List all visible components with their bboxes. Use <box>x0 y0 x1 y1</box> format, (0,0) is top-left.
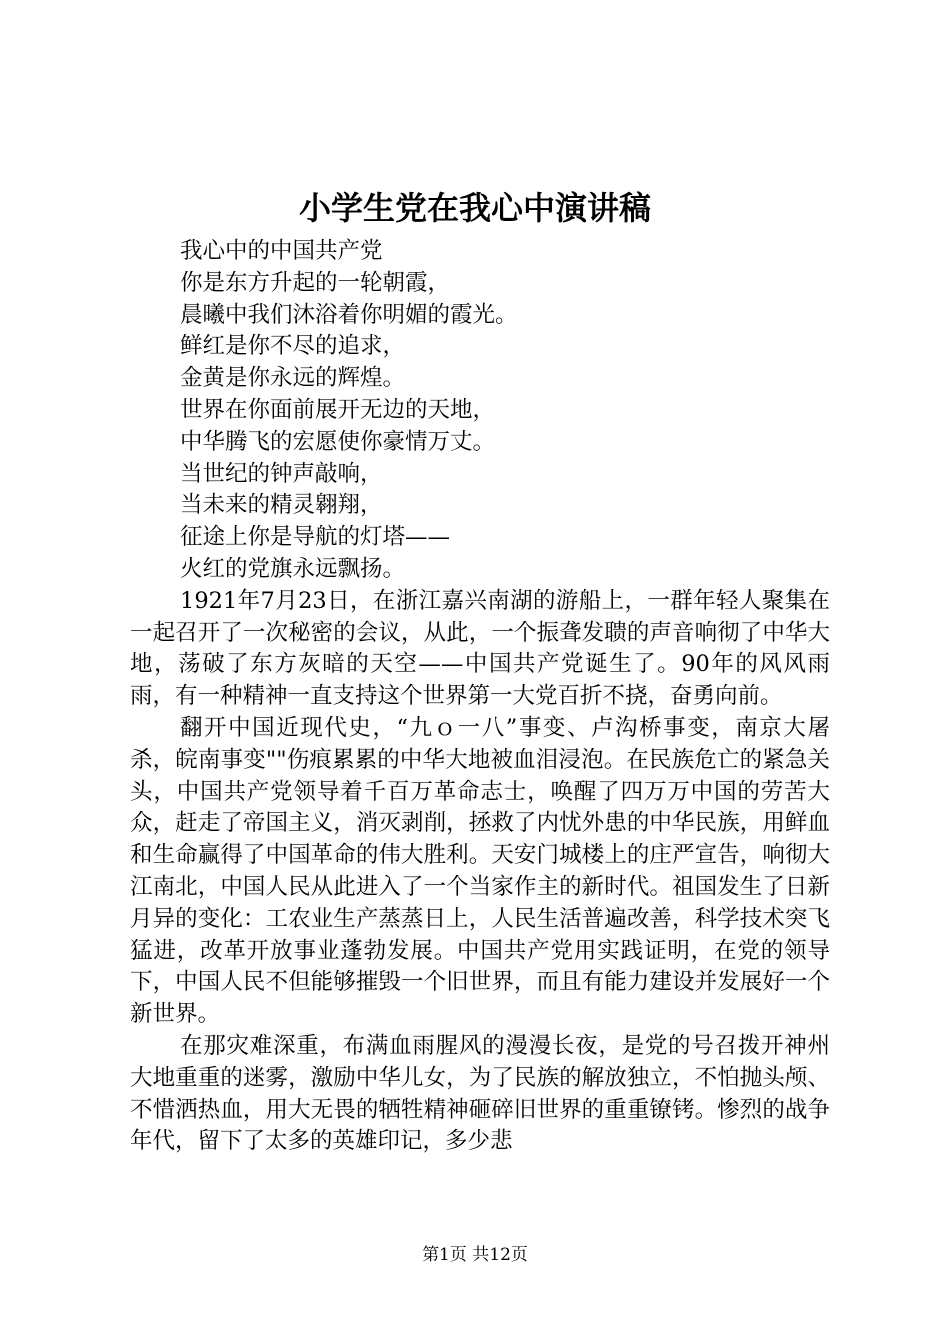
poem-line: 当世纪的钟声敲响， <box>180 460 383 487</box>
poem-line: 征途上你是导航的灯塔—— <box>180 524 451 551</box>
page-footer: 第1页 共12页 <box>422 1245 528 1265</box>
poem-line: 晨曦中我们沐浴着你明媚的霞光。 <box>180 301 518 328</box>
poem-line: 火红的党旗永远飘扬。 <box>180 555 406 582</box>
poem-line: 你是东方升起的一轮朝霞， <box>180 269 451 296</box>
poem-line: 我心中的中国共产党 <box>180 238 383 264</box>
poem-line: 金黄是你永远的辉煌。 <box>180 365 406 392</box>
poem-line: 中华腾飞的宏愿使你豪情万丈。 <box>180 428 496 455</box>
document-title: 小学生党在我心中演讲稿 <box>298 189 651 227</box>
paragraph: 翻开中国近现代史，“九ｏ一八”事变、卢沟桥事变，南京大屠杀，皖南事变""伤痕累累的中华大地被血泪浸泡。在民族危亡的紧急关头，中国共产党领导着千百万革命志士，唤醒了四万万中国的劳苦大众，赶走了帝国主义，消灭剥削，拯救了内忧外患的中华民族，用鲜血和生命赢得了中国革命的伟大胜利。天安门城楼上的庄严宣告，响彻大江南北，中国人民从此进入了一个当家作主的新时代。祖国发生了日新月异的变化：工农业生产蒸蒸日上，人民生活普遍改善，科学技术突飞猛进，改革开放事业蓬勃发展。中国共产党用实践证明，在党的领导下，中国人民不但能够摧毁一个旧世界，而且有能力建设并发展好一个新世界。 <box>130 714 830 1028</box>
poem-line: 鲜红是你不尽的追求， <box>180 333 406 360</box>
poem <box>130 236 830 586</box>
poem-line: 世界在你面前展开无边的天地， <box>180 396 496 423</box>
poem-line: 当未来的精灵翱翔， <box>180 492 383 519</box>
paragraph: 1921年7月23日，在浙江嘉兴南湖的游船上，一群年轻人聚集在一起召开了一次秘密的会议，从此，一个振聋发聩的声音响彻了中华大地，荡破了东方灰暗的天空——中国共产党诞生了。90年的风风雨雨，有一种精神一直支持这个世界第一大党百折不挠，奋勇向前。 <box>130 587 830 710</box>
paragraph: 在那灾难深重，布满血雨腥风的漫漫长夜，是党的号召拨开神州大地重重的迷雾，激励中华儿女，为了民族的解放独立，不怕抛头颅、不惜洒热血，用大无畏的牺牲精神砸碎旧世界的重重镣铐。惨烈的战争年代，留下了太多的英雄印记，多少悲 <box>130 1032 830 1155</box>
document-body <box>130 236 830 1158</box>
